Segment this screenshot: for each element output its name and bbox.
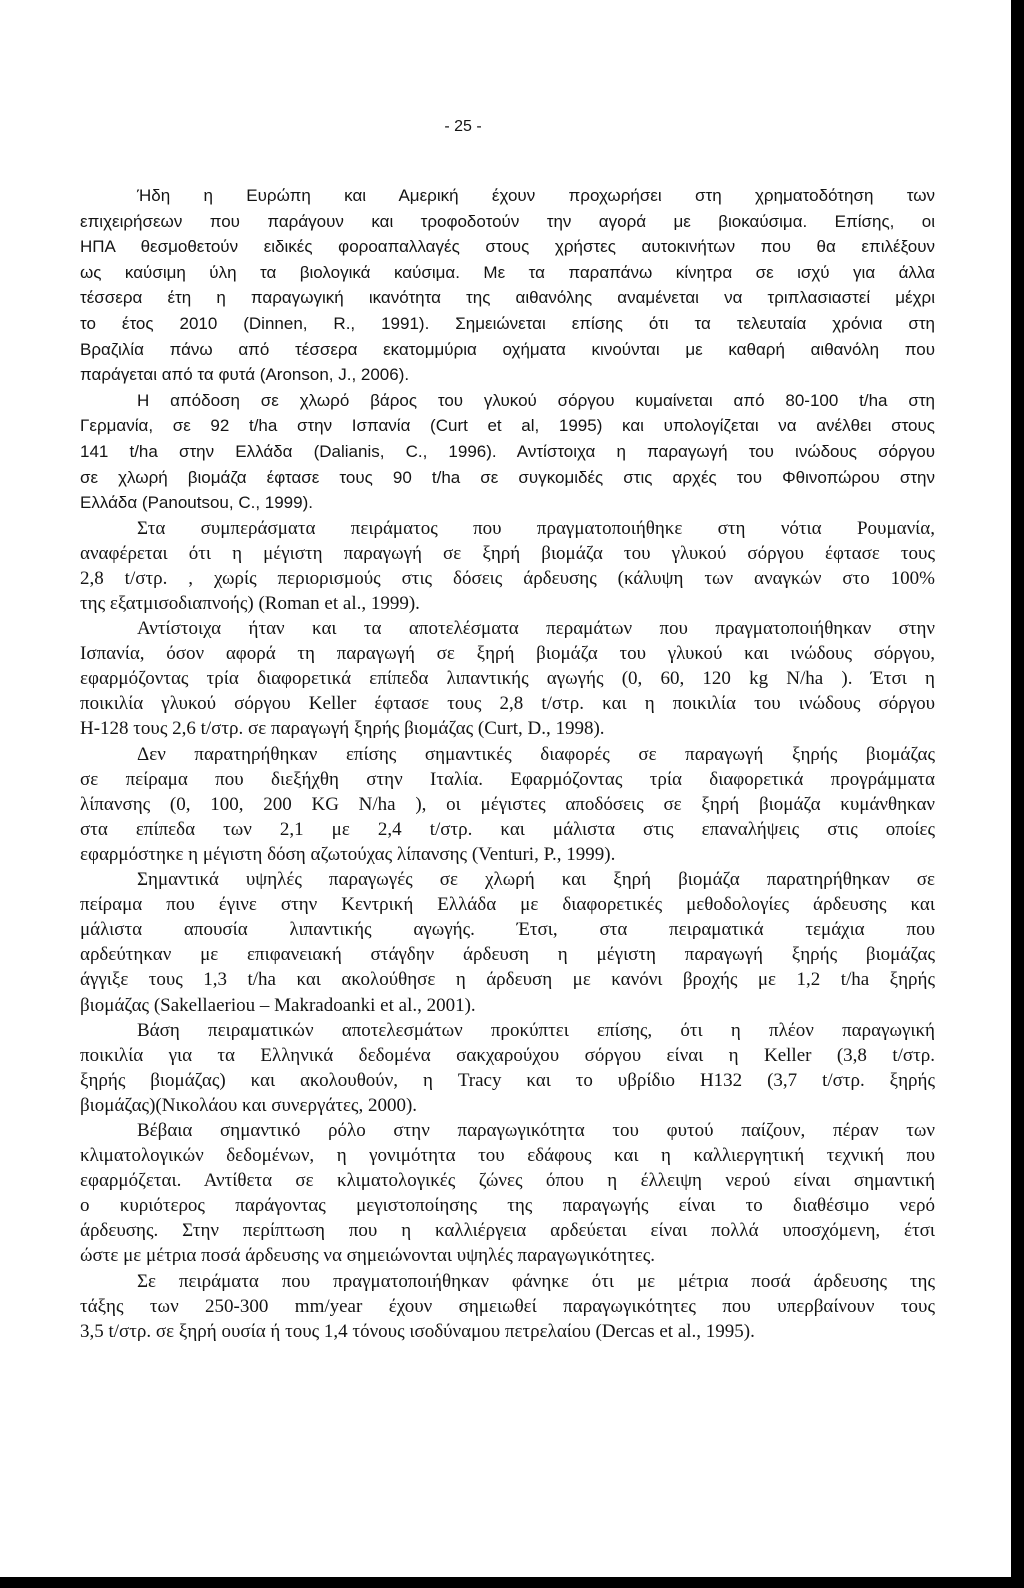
text-line: H-128 τους 2,6 t/στρ. σε παραγωγή ξηρής βιομάζας (Curt, D., 1998).: [80, 718, 605, 740]
paragraph: [80, 1118, 935, 1269]
text-line: πείραμα που έγινε στην Κεντρική Ελλάδα με διαφορετικές μεθοδολογίες άρδευσης και: [80, 894, 935, 916]
text-line: άρδευσης. Στην περίπτωση που η καλλιέργεια αρδεύεται είναι πολλά υποσχόμενη, έτσι: [80, 1220, 935, 1242]
text-line: βιομάζας (Sakellaeriou – Makradoanki et al., 2001).: [80, 994, 476, 1016]
paragraph: [80, 516, 935, 616]
text-line: άγγιξε τους 1,3 t/ha και ακολούθησε η άρδευση με κανόνι βροχής με 1,2 t/ha ξηρής: [80, 969, 935, 991]
paragraph: [80, 867, 935, 1018]
text-line: 3,5 t/στρ. σε ξηρή ουσία ή τους 1,4 τόνους ισοδύναμου πετρελαίου (Dercas et al., 1995).: [80, 1320, 755, 1342]
text-line: βιομάζας)(Νικολάου και συνεργάτες, 2000).: [80, 1094, 418, 1116]
text-line: Σε πειράματα που πραγματοποιήθηκαν φάνηκε ότι με μέτρια ποσά άρδευσης της: [137, 1270, 935, 1292]
text-line: ο κυριότερος παράγοντας μεγιστοποίησης της παραγωγής είναι το διαθέσιμο νερό: [80, 1195, 935, 1217]
paragraph: [80, 742, 935, 867]
text-line: ώστε με μέτρια ποσά άρδευσης να σημειώνονται υψηλές παραγωγικότητες.: [80, 1245, 655, 1267]
text-line: Η απόδοση σε χλωρό βάρος του γλυκού σόργου κυμαίνεται από 80-100 t/ha στη: [137, 390, 935, 410]
text-line: Αντίστοιχα ήταν και τα αποτελέσματα περαμάτων που πραγματοποιήθηκαν στην: [137, 618, 935, 640]
text-line: Δεν παρατηρήθηκαν επίσης σημαντικές διαφορές σε παραγωγή ξηρής βιομάζας: [137, 743, 935, 765]
text-line: εφαρμόστηκε η μέγιστη δόση αζωτούχας λίπανσης (Venturi, P., 1999).: [80, 843, 616, 865]
text-line: εφαρμόζεται. Αντίθετα σε κλιματολογικές ζώνες όπου η έλλειψη νερού είναι σημαντική: [80, 1170, 935, 1192]
body-text: [80, 183, 935, 1344]
text-line: κλιματολογικών δεδομένων, η γονιμότητα του εδάφους και η καλλιεργητική τεχνική που: [80, 1145, 935, 1167]
text-line: Στα συμπεράσματα πειράματος που πραγματοποιήθηκε στη νότια Ρουμανία,: [137, 517, 935, 539]
page-number: - 25 -: [444, 118, 482, 135]
text-line: τέσσερα έτη η παραγωγική ικανότητα της αιθανόλης αναμένεται να τριπλασιαστεί μέχρι: [80, 288, 935, 308]
text-line: ΗΠΑ θεσμοθετούν ειδικές φοροαπαλλαγές στους χρήστες αυτοκινήτων που θα επιλέξουν: [80, 237, 935, 257]
text-line: 141 t/ha στην Ελλάδα (Dalianis, C., 1996). Αντίστοιχα η παραγωγή του ινώδους σόργου: [80, 441, 935, 461]
paragraph: [80, 388, 935, 516]
text-line: Ελλάδα (Panoutsou, C., 1999).: [80, 493, 313, 513]
text-line: στα επίπεδα των 2,1 με 2,4 t/στρ. και μάλιστα στις επαναλήψεις στις οποίες: [80, 818, 935, 840]
text-line: αρδεύτηκαν με επιφανειακή στάγδην άρδευση η μέγιστη παραγωγή ξηρής βιομάζας: [80, 944, 935, 966]
text-line: λίπανσης (0, 100, 200 KG N/ha ), οι μέγιστες αποδόσεις σε ξηρή βιομάζα κυμάνθηκαν: [80, 793, 935, 815]
text-line: σε χλωρή βιομάζα έφτασε τους 90 t/ha σε συγκομιδές στις αρχές του Φθινοπώρου στην: [80, 467, 935, 487]
text-line: παράγεται από τα φυτά (Aronson, J., 2006).: [80, 365, 410, 385]
text-line: ξηρής βιομάζας) και ακολουθούν, η Tracy και το υβρίδιο H132 (3,7 t/στρ. ξηρής: [80, 1069, 935, 1091]
text-line: ποικιλία γλυκού σόργου Keller έφτασε τους 2,8 t/στρ. και η ποικιλία του ινώδους σόργου: [80, 693, 935, 715]
text-line: Βάση πειραματικών αποτελεσμάτων προκύπτει επίσης, ότι η πλέον παραγωγική: [137, 1019, 935, 1041]
text-line: Ήδη η Ευρώπη και Αμερική έχουν προχωρήσει στη χρηματοδότηση των: [137, 186, 935, 205]
text-line: Σημαντικά υψηλές παραγωγές σε χλωρή και ξηρή βιομάζα παρατηρήθηκαν σε: [137, 869, 935, 891]
text-line: επιχειρήσεων που παράγουν και τροφοδοτούν την αγορά με βιοκαύσιμα. Επίσης, οι: [80, 211, 935, 231]
text-line: Ισπανία, όσον αφορά τη παραγωγή σε ξηρή βιομάζα του γλυκού και ινώδους σόργου,: [80, 643, 935, 665]
paragraph: [80, 1018, 935, 1118]
text-line: Βραζιλία πάνω από τέσσερα εκατομμύρια οχήματα κινούνται με καθαρή αιθανόλη που: [80, 339, 935, 359]
text-line: το έτος 2010 (Dinnen, R., 1991). Σημειώνεται επίσης ότι τα τελευταία χρόνια στη: [80, 313, 935, 333]
text-line: εφαρμόζοντας τρία διαφορετικά επίπεδα λιπαντικής αγωγής (0, 60, 120 kg N/ha ). Έτσι η: [80, 668, 935, 690]
paragraph: [80, 616, 935, 741]
text-line: της εξατμισοδιαπνοής) (Roman et al., 1999).: [80, 593, 420, 614]
text-line: σε πείραμα που διεξήχθη στην Ιταλία. Εφαρμόζοντας τρία διαφορετικά προγράμματα: [80, 768, 935, 790]
paragraph: [80, 183, 935, 388]
text-line: ως καύσιμη ύλη τα βιολογικά καύσιμα. Με τα παραπάνω κίνητρα σε ισχύ για άλλα: [80, 262, 935, 282]
text-line: Βέβαια σημαντικό ρόλο στην παραγωγικότητα του φυτού παίζουν, πέραν των: [137, 1119, 935, 1141]
paragraph: [80, 1269, 935, 1344]
text-line: Γερμανία, σε 92 t/ha στην Ισπανία (Curt et al, 1995) και υπολογίζεται να ανέλθει στους: [80, 416, 935, 436]
text-line: αναφέρεται ότι η μέγιστη παραγωγή σε ξηρή βιομάζα του γλυκού σόργου έφτασε τους: [80, 542, 935, 564]
text-line: τάξης των 250-300 mm/year έχουν σημειωθεί παραγωγικότητες που υπερβαίνουν τους: [80, 1295, 935, 1317]
text-line: μάλιστα απουσία λιπαντικής αγωγής. Έτσι, στα πειραματικά τεμάχια που: [80, 919, 935, 941]
text-line: ποικιλία για τα Ελληνικά δεδομένα σακχαρούχου σόργου είναι η Keller (3,8 t/στρ.: [80, 1044, 935, 1066]
text-line: 2,8 t/στρ. , χωρίς περιορισμούς στις δόσεις άρδευσης (κάλυψη των αναγκών στο 100%: [80, 567, 935, 589]
